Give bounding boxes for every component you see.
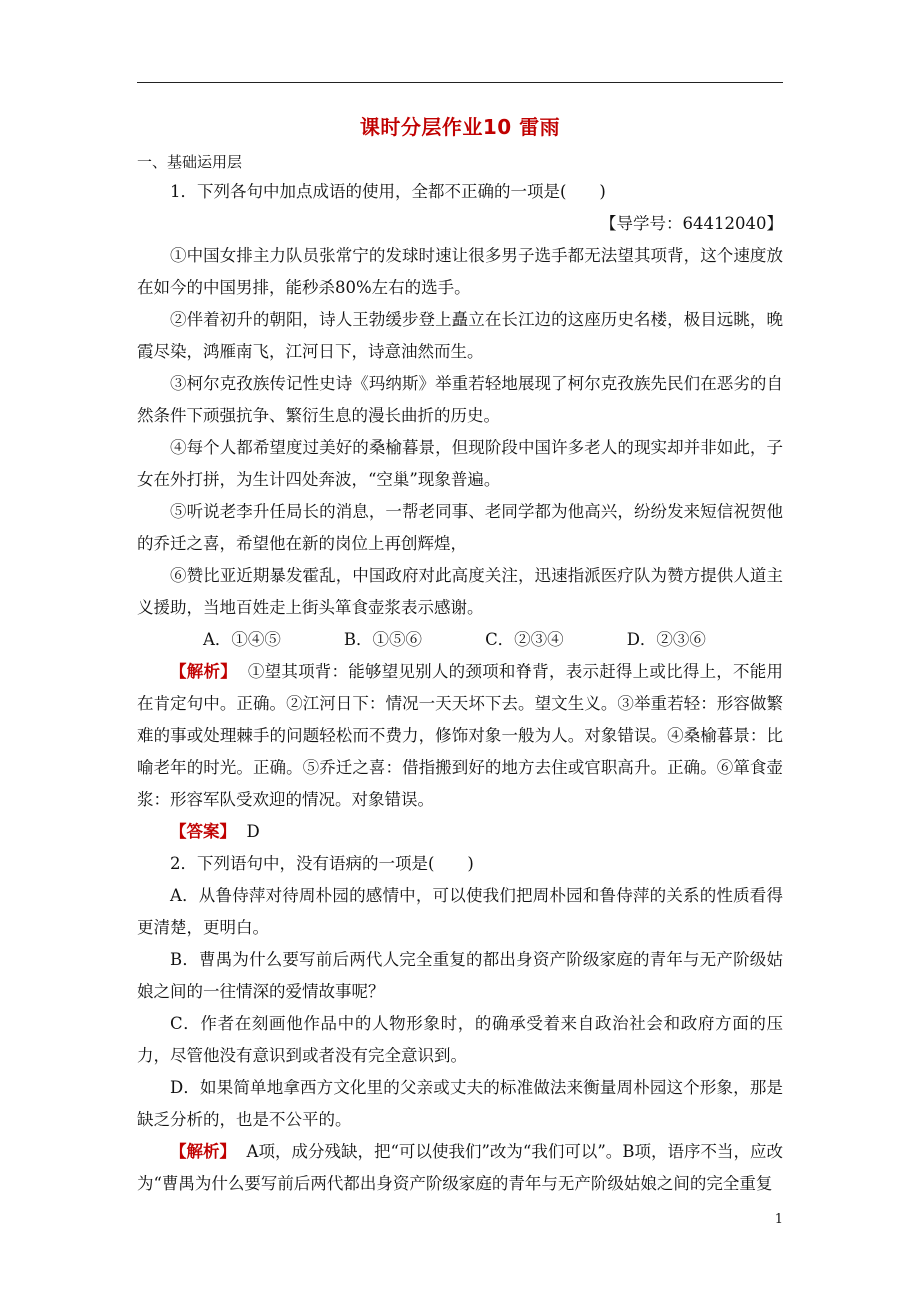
question-1-analysis <box>137 656 783 816</box>
question-2-stem: 2．下列语句中，没有语病的一项是( ) <box>170 854 474 873</box>
choice-b: B．①⑤⑥ <box>343 630 423 649</box>
question-1-item: ④每个人都希望度过美好的桑榆暮景，但现阶段中国许多老人的现实却并非如此，子女在外打拼，为生计四处奔波，“空巢”现象普遍。 <box>137 438 783 489</box>
document-body <box>137 110 783 1200</box>
guide-number: 【导学号：64412040】 <box>600 214 783 233</box>
question-1-item: ⑤听说老李升任局长的消息，一帮老同事、老同学都为他高兴，纷纷发来短信祝贺他的乔迁之喜，希望他在新的岗位上再创辉煌， <box>137 502 783 553</box>
answer-text: D <box>246 822 260 841</box>
analysis-text: A项，成分残缺，把“可以使我们”改为“我们可以”。B项，语序不当，应改为“曹禺为什么要写前后两代都出身资产阶级家庭的青年与无产阶级姑娘之间的完全重复 <box>137 1142 783 1193</box>
page-number: 1 <box>774 1212 783 1227</box>
answer-label: 【答案】 <box>170 822 236 841</box>
question-2-option: C．作者在刻画他作品中的人物形象时，的确承受着来自政治社会和政府方面的压力，尽管他没有意识到或者没有完全意识到。 <box>137 1014 783 1065</box>
question-1-choices <box>137 624 783 656</box>
choice-d: D．②③⑥ <box>626 630 706 649</box>
header-rule <box>137 82 783 83</box>
choice-c: C．②③④ <box>485 630 564 649</box>
question-1-item: ②伴着初升的朝阳，诗人王勃缓步登上矗立在长江边的这座历史名楼，极目远眺，晚霞尽染，鸿雁南飞，江河日下，诗意油然而生。 <box>137 310 783 361</box>
question-2-option: D．如果简单地拿西方文化里的父亲或丈夫的标准做法来衡量周朴园这个形象，那是缺乏分析的，也是不公平的。 <box>137 1078 783 1129</box>
question-1-item: ③柯尔克孜族传记性史诗《玛纳斯》举重若轻地展现了柯尔克孜族先民们在恶劣的自然条件下顽强抗争、繁衍生息的漫长曲折的历史。 <box>137 374 783 425</box>
analysis-label: 【解析】 <box>170 1142 237 1161</box>
question-1-stem: 1．下列各句中加点成语的使用，全都不正确的一项是( ) <box>170 182 606 201</box>
question-2-analysis <box>137 1136 783 1200</box>
choice-a: A．①④⑤ <box>203 630 281 649</box>
question-1-item: ①中国女排主力队员张常宁的发球时速让很多男子选手都无法望其项背，这个速度放在如今的中国男排，能秒杀80%左右的选手。 <box>137 246 783 297</box>
question-1-item: ⑥赞比亚近期暴发霍乱，中国政府对此高度关注，迅速指派医疗队为赞方提供人道主义援助，当地百姓走上街头箪食壶浆表示感谢。 <box>137 566 783 617</box>
question-2-option: A．从鲁侍萍对待周朴园的感情中，可以使我们把周朴园和鲁侍萍的关系的性质看得更清楚，更明白。 <box>137 886 783 937</box>
page-title: 课时分层作业10 雷雨 <box>359 115 561 139</box>
question-1-answer <box>137 816 783 848</box>
question-2-option: B．曹禺为什么要写前后两代人完全重复的都出身资产阶级家庭的青年与无产阶级姑娘之间的一往情深的爱情故事呢？ <box>137 950 783 1001</box>
analysis-text: ①望其项背：能够望见别人的颈项和脊背，表示赶得上或比得上，不能用在肯定句中。正确。②江河日下：情况一天天坏下去。望文生义。③举重若轻：形容做繁难的事或处理棘手的问题轻松而不费力，修饰对象一般为人。对象错误。④桑榆暮景：比喻老年的时光。正确。⑤乔迁之喜：借指搬到好的地方去住或官职高升。正确。⑥箪食壶浆：形容军队受欢迎的情况。对象错误。 <box>137 662 783 809</box>
section-heading: 一、基础运用层 <box>137 153 243 171</box>
analysis-label: 【解析】 <box>170 662 237 681</box>
